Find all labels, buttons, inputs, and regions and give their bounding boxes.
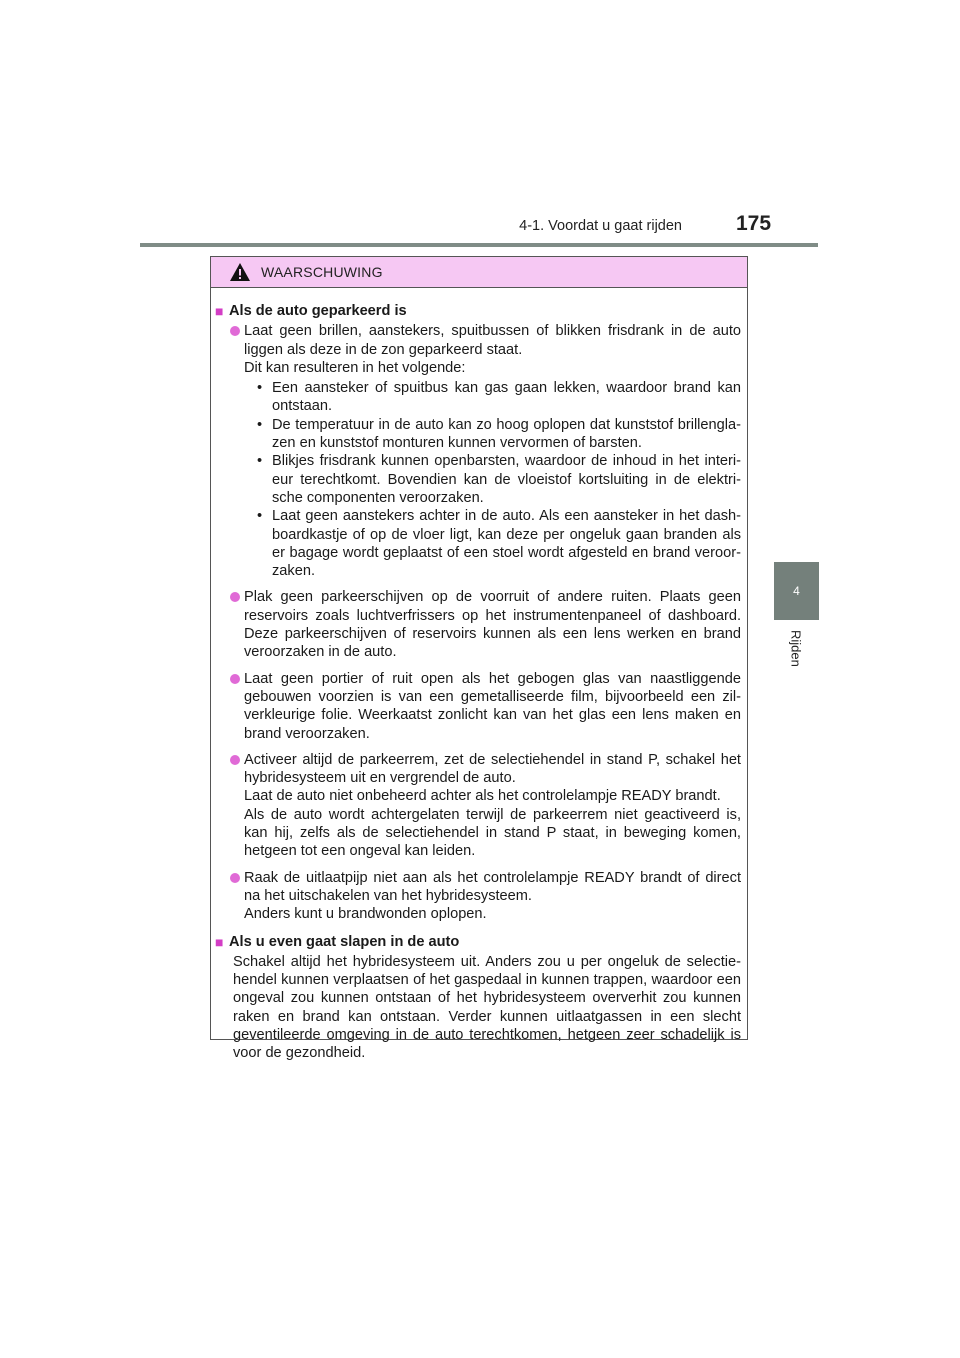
circle-bullet-icon bbox=[230, 592, 240, 602]
list-item bbox=[215, 751, 741, 861]
square-bullet-icon: ■ bbox=[215, 303, 224, 319]
item-line: Als de auto wordt achtergelaten terwijl de parkeerrem niet geactiveerd is, kan hij, zelfs als de selectiehendel in stand P staat, in beweging komen, hetgeen tot een ongeval kan leiden. bbox=[244, 806, 741, 860]
warning-title: WAARSCHUWING bbox=[261, 264, 383, 280]
section-paragraph: Schakel altijd het hybridesysteem uit. Anders zou u per ongeluk de selectie-hendel kunnen verplaatsen of het gaspedaal in kunnen trappen, waardoor een ongeval zou kunnen ontstaan of het hybridesysteem oververhit zou kunnen raken en brand kan ontstaan. Verder kunnen uitlaatgassen in een slecht geventileerde omgeving in de auto terechtkomen, hetgeen zeer schadelijk is voor de gezondheid. bbox=[233, 953, 741, 1062]
circle-bullet-icon bbox=[230, 674, 240, 684]
page-number: 175 bbox=[736, 212, 772, 235]
sub-list bbox=[244, 379, 741, 580]
section-heading-text: Als u even gaat slapen in de auto bbox=[229, 933, 460, 950]
circle-bullet-icon bbox=[230, 326, 240, 336]
circle-bullet-icon bbox=[230, 873, 240, 883]
section-heading bbox=[215, 933, 741, 951]
warning-header bbox=[211, 257, 747, 288]
item-line: Anders kunt u brandwonden oplopen. bbox=[244, 906, 487, 923]
chapter-tab-number: 4 bbox=[793, 584, 800, 598]
item-line: Plak geen parkeerschijven op de voorruit of andere ruiten. Plaats geen reservoirs zoals luchtverfrissers op het instrumentenpaneel of dashboard. Deze parkeerschijven of reservoirs kunnen als een lens werken en brand veroorzaken in de auto. bbox=[244, 589, 741, 661]
list-item bbox=[215, 588, 741, 661]
warning-box bbox=[210, 256, 748, 1062]
section-heading bbox=[215, 302, 741, 320]
item-line: Laat geen brillen, aanstekers, spuitbussen of blikken frisdrank in de auto liggen als deze in de zon geparkeerd staat. bbox=[244, 323, 741, 358]
square-bullet-icon: ■ bbox=[215, 933, 224, 950]
item-line: Raak de uitlaatpijp niet aan als het controlelampje READY brandt of direct na het uitschakelen van het hybridesysteem. bbox=[244, 869, 741, 904]
warning-triangle-icon bbox=[229, 262, 251, 282]
list-item bbox=[215, 670, 741, 743]
section-heading-text: Als de auto geparkeerd is bbox=[229, 303, 407, 319]
item-line: Activeer altijd de parkeerrem, zet de selectiehendel in stand P, schakel het hybridesysteem uit en vergrendel de auto. bbox=[244, 751, 741, 787]
sub-list-item: • Blikjes frisdrank kunnen openbarsten, waardoor de inhoud in het interi-eur terechtkomt. Bovendien kan de vloeistof kortsluiting in de elektri-sche componenten veroorzaken. bbox=[257, 453, 741, 506]
chapter-tab-label: Rijden bbox=[788, 630, 804, 667]
circle-bullet-icon bbox=[230, 755, 240, 765]
sub-list-item: • De temperatuur in de auto kan zo hoog oplopen dat kunststof brillengla-zen en kunststof monturen kunnen vervormen of barsten. bbox=[257, 416, 741, 452]
item-line: Laat geen portier of ruit open als het gebogen glas van naastliggende gebouwen voorzien is van een gemetalliseerde film, bijvoorbeeld een zil-verkleurige folie. Weerkaatst zonlicht kan van het glas een lens maken en brand veroorzaken. bbox=[244, 670, 741, 742]
sub-list-item: • Een aansteker of spuitbus kan gas gaan lekken, waardoor brand kan ontstaan. bbox=[257, 380, 741, 415]
sub-list-item: • Laat geen aanstekers achter in de auto. Als een aansteker in het dash-boardkastje of op de vloer ligt, kan deze per ongeluk gaan branden als er bagage wordt geplaatst of een stoel wordt afgesteld en brand veroor-zaken. bbox=[257, 508, 741, 580]
list-item bbox=[215, 869, 741, 924]
chapter-title: 4-1. Voordat u gaat rijden bbox=[519, 218, 682, 234]
list-item bbox=[215, 322, 741, 580]
chapter-tab[interactable] bbox=[774, 562, 819, 620]
warning-body bbox=[211, 288, 747, 1063]
header-rule bbox=[140, 243, 818, 247]
item-line: Dit kan resulteren in het volgende: bbox=[244, 359, 466, 376]
item-line: Laat de auto niet onbeheerd achter als het controlelampje READY brandt. bbox=[244, 788, 721, 805]
